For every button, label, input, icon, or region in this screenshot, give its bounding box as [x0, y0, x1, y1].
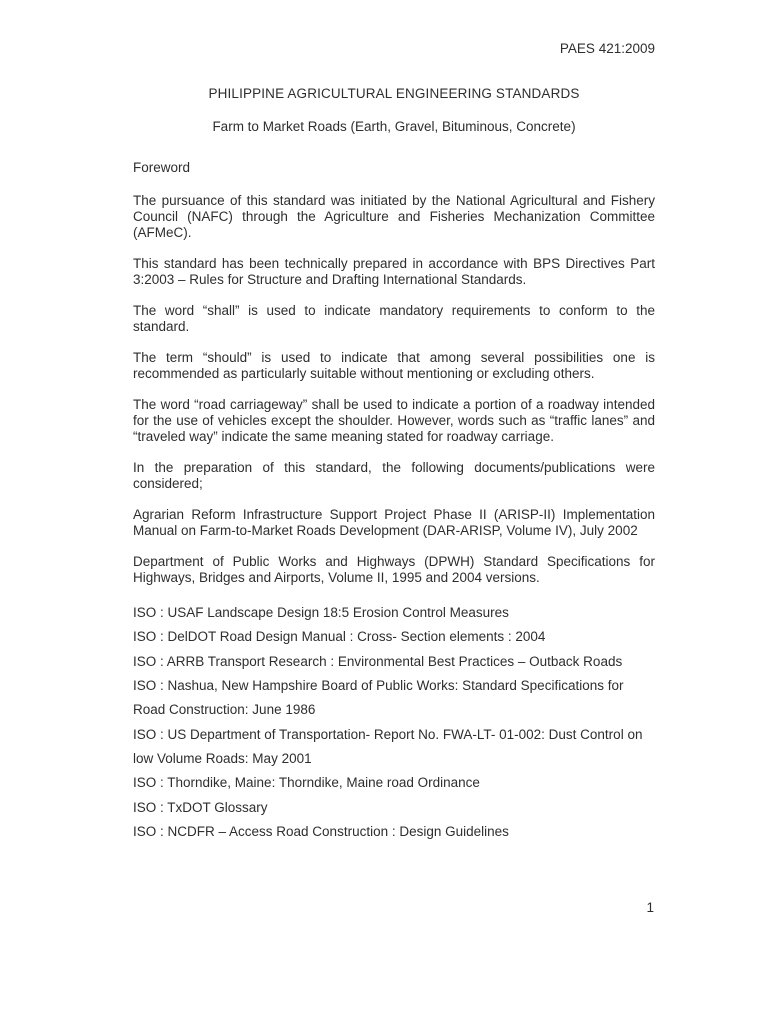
- title-block: [133, 86, 655, 135]
- paragraph-word-shall: The word “shall” is used to indicate mandatory requirements to conform to the standard.: [133, 303, 655, 335]
- paragraph-documents-considered: In the preparation of this standard, the following documents/publications were considered;: [133, 459, 655, 492]
- list-item: ISO : TxDOT Glossary: [133, 799, 268, 815]
- document-body: [133, 0, 655, 844]
- section-heading-foreword: Foreword: [133, 160, 191, 175]
- page-title: PHILIPPINE AGRICULTURAL ENGINEERING STANDARDS: [208, 86, 580, 101]
- list-item: ISO : USAF Landscape Design 18:5 Erosion Control Measures: [133, 605, 509, 621]
- document-reference-header: PAES 421:2009: [559, 41, 655, 56]
- list-item: ISO : DelDOT Road Design Manual : Cross- Section elements : 2004: [133, 629, 546, 645]
- list-item: ISO : Nashua, New Hampshire Board of Public Works: Standard Specifications for Road Construction: June 1986: [133, 678, 624, 718]
- list-item: ISO : NCDFR – Access Road Construction : Design Guidelines: [133, 823, 509, 839]
- page-subtitle: Farm to Market Roads (Earth, Gravel, Bituminous, Concrete): [212, 119, 576, 134]
- paragraph-arisp-manual: Agrarian Reform Infrastructure Support Project Phase II (ARISP-II) Implementation Manual on Farm-to-Market Roads Development (DAR-ARISP, Volume IV), July 2002: [133, 506, 655, 539]
- reference-list: [133, 601, 655, 844]
- paragraph-term-should: The term “should” is used to indicate that among several possibilities one is recommended as particularly suitable without mentioning or excluding others.: [133, 349, 655, 382]
- list-item: ISO : ARRB Transport Research : Environmental Best Practices – Outback Roads: [133, 653, 623, 669]
- page-number: 1: [646, 900, 654, 915]
- paragraph-road-carriageway: The word “road carriageway” shall be used to indicate a portion of a roadway intended for the use of vehicles except the shoulder. However, words such as “traffic lanes” and “traveled way” indicate the same meaning stated for roadway carriage.: [133, 396, 655, 445]
- paragraph-dpwh-specifications: Department of Public Works and Highways (DPWH) Standard Specifications for Highways, Bridges and Airports, Volume II, 1995 and 2004 versions.: [133, 553, 655, 585]
- list-item: ISO : Thorndike, Maine: Thorndike, Maine road Ordinance: [133, 775, 480, 791]
- paragraph-pursuance: The pursuance of this standard was initiated by the National Agricultural and Fishery Council (NAFC) through the Agriculture and Fisheries Mechanization Committee (AFMeC).: [133, 193, 655, 241]
- list-item: ISO : US Department of Transportation- Report No. FWA-LT- 01-002: Dust Control on low Volume Roads: May 2001: [133, 726, 643, 766]
- paragraph-bps-directives: This standard has been technically prepared in accordance with BPS Directives Part 3:2003 – Rules for Structure and Drafting International Standards.: [133, 256, 655, 288]
